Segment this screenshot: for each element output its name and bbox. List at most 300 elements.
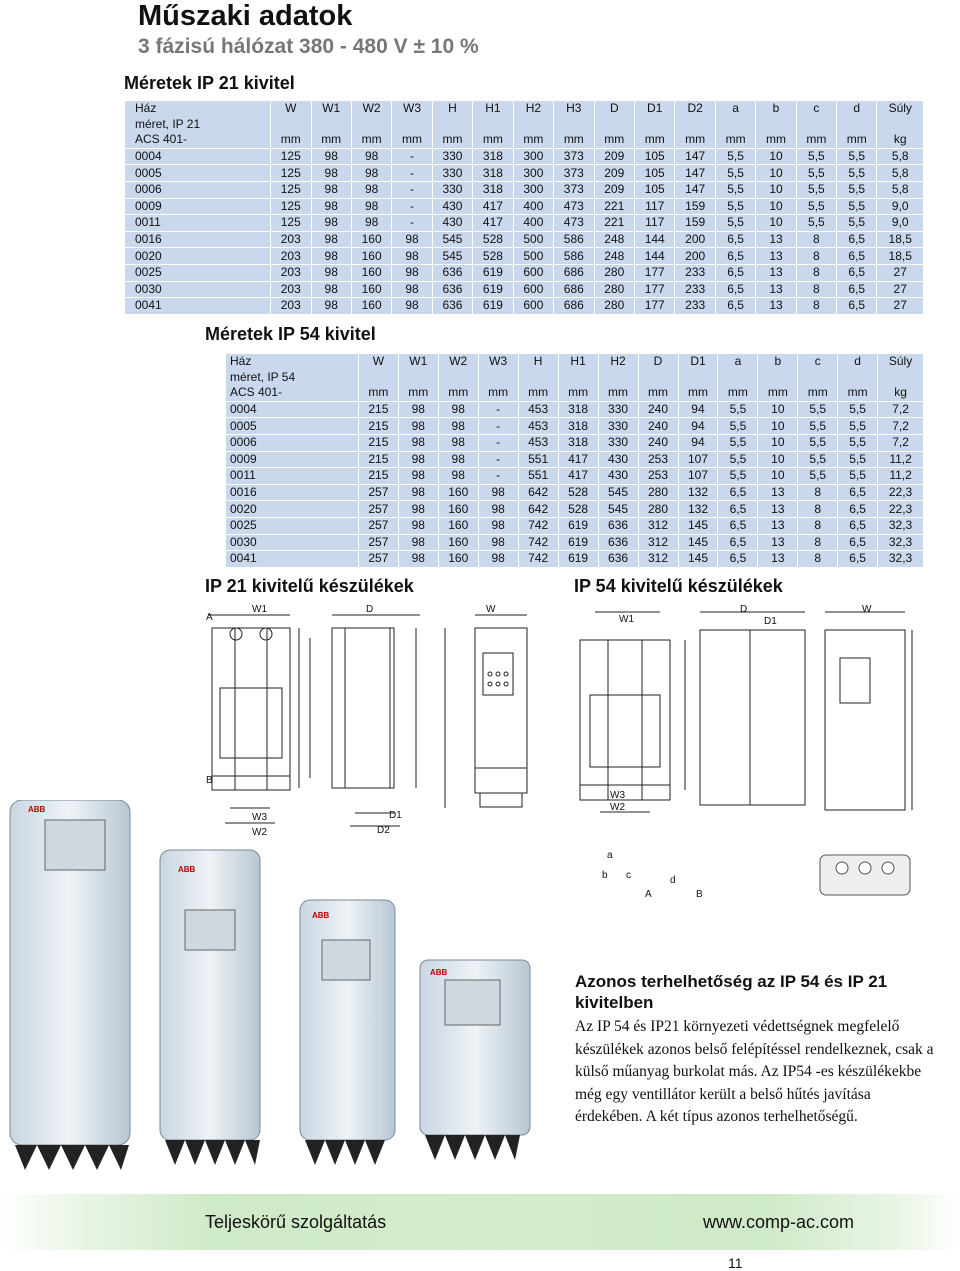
table-row	[226, 534, 923, 551]
table-cell: H	[432, 101, 472, 117]
table-cell: 686	[554, 264, 594, 281]
table-cell: 5,8	[891, 149, 909, 164]
table-cell: mm	[473, 132, 513, 148]
table-cell: 257	[358, 517, 398, 534]
table-row	[226, 434, 923, 451]
table-cell: 619	[558, 517, 598, 534]
table-cell: 417	[558, 451, 598, 468]
table-cell: 32,3	[888, 551, 913, 566]
label-d: d	[670, 875, 676, 886]
table-cell: 10	[756, 215, 796, 232]
table-cell: 430	[598, 451, 638, 468]
table-cell: 27	[893, 281, 907, 296]
table-cell: 13	[756, 231, 796, 248]
table-cell: 551	[518, 451, 558, 468]
table-cell: 600	[513, 264, 553, 281]
table-cell: W3	[478, 354, 518, 370]
table-cell: 5,5	[796, 215, 836, 232]
table-cell: 159	[675, 198, 715, 215]
table-cell: 13	[758, 501, 798, 518]
table-cell: 98	[478, 484, 518, 501]
table-cell: 98	[438, 401, 478, 418]
table-cell: 160	[438, 534, 478, 551]
table-cell: 203	[271, 248, 311, 265]
table-cell: 125	[271, 148, 311, 165]
table-cell: 13	[756, 281, 796, 298]
table-cell: mm	[758, 385, 798, 401]
table-cell: 0011	[125, 215, 271, 232]
table-cell: 13	[756, 298, 796, 315]
table-cell: mm	[675, 132, 715, 148]
label-W-ip54: W	[862, 604, 872, 615]
table-cell: 318	[473, 165, 513, 182]
table-cell	[432, 117, 472, 133]
table-cell: -	[478, 418, 518, 435]
table-cell: 318	[558, 418, 598, 435]
table-cell: 22,3	[888, 501, 913, 516]
table-cell: b	[756, 101, 796, 117]
table-cell: 300	[513, 148, 553, 165]
abb-logo-3: ABB	[312, 911, 330, 920]
table-cell: D1	[635, 101, 675, 117]
label-A: A	[206, 612, 213, 623]
table-cell: Súly	[888, 101, 912, 116]
table-cell: 417	[473, 198, 513, 215]
table-cell: 240	[638, 418, 678, 435]
table-cell: 636	[432, 281, 472, 298]
table-cell	[351, 117, 391, 133]
table-cell: 0020	[226, 501, 358, 518]
table-row	[125, 231, 923, 248]
table-cell: 636	[598, 551, 638, 568]
table-cell: 373	[554, 165, 594, 182]
table-cell: 117	[635, 198, 675, 215]
table-cell: -	[478, 451, 518, 468]
table-cell: W2	[351, 101, 391, 117]
table-cell: 545	[432, 248, 472, 265]
abb-logo-2: ABB	[178, 865, 196, 874]
table-cell: -	[478, 434, 518, 451]
table-cell: 6,5	[718, 551, 758, 568]
table-cell	[513, 117, 553, 133]
table-row	[226, 468, 923, 485]
table-cell: 8	[796, 281, 836, 298]
table-cell	[675, 117, 715, 133]
table-cell: 98	[311, 148, 351, 165]
table-cell: 280	[594, 264, 634, 281]
table-cell	[598, 370, 638, 386]
table-cell: W	[358, 354, 398, 370]
table-cell: 94	[678, 401, 718, 418]
table-cell: mm	[351, 132, 391, 148]
table-cell: 240	[638, 401, 678, 418]
table-cell: 10	[756, 148, 796, 165]
table-cell: 551	[518, 468, 558, 485]
table-cell: 5,5	[838, 434, 878, 451]
table-cell: 10	[756, 165, 796, 182]
table-header-row	[125, 101, 923, 117]
table-cell: 0004	[125, 148, 271, 165]
table-cell: 98	[398, 551, 438, 568]
table-cell: 107	[678, 468, 718, 485]
table-cell: 5,5	[838, 401, 878, 418]
table-cell: 7,2	[892, 402, 909, 417]
table-cell: 5,5	[798, 451, 838, 468]
table-cell: 5,5	[715, 165, 755, 182]
label-W: W	[486, 604, 496, 615]
table-cell	[271, 117, 311, 133]
table-cell: 619	[473, 298, 513, 315]
table-cell: 98	[351, 148, 391, 165]
table-cell: 642	[518, 501, 558, 518]
table-cell: 0006	[125, 181, 271, 198]
table-cell: 18,5	[888, 248, 912, 263]
table-cell: 98	[311, 181, 351, 198]
table-cell: -	[392, 148, 432, 165]
table-cell: mm	[558, 385, 598, 401]
table-cell: 233	[675, 264, 715, 281]
table-cell: 8	[798, 484, 838, 501]
table-cell: 636	[432, 298, 472, 315]
table-cell	[635, 117, 675, 133]
table-cell: 686	[554, 281, 594, 298]
table-cell: 221	[594, 198, 634, 215]
table-cell	[438, 370, 478, 386]
table-row	[125, 198, 923, 215]
page-number: 11	[728, 1255, 743, 1271]
table-subheader-row	[226, 370, 923, 386]
table-cell: 686	[554, 298, 594, 315]
table-cell: d	[838, 354, 878, 370]
label-D-ip54: D	[740, 604, 748, 615]
table-subheader-row	[125, 117, 923, 133]
table-cell: 11,2	[889, 451, 912, 466]
table-unit-row	[226, 385, 923, 401]
table-cell: 0025	[226, 517, 358, 534]
table-cell: 528	[558, 501, 598, 518]
table-cell: 160	[438, 501, 478, 518]
table-cell: 98	[398, 534, 438, 551]
label-D: D	[366, 604, 374, 615]
table-cell: 215	[358, 451, 398, 468]
footer-website[interactable]: www.comp-ac.com	[703, 1212, 855, 1232]
table-cell: 144	[635, 231, 675, 248]
table-cell: 233	[675, 298, 715, 315]
table-cell: 145	[678, 517, 718, 534]
table-cell: 0005	[226, 418, 358, 435]
ip54-dimension-drawing	[570, 600, 930, 900]
table-cell: Ház	[125, 101, 271, 117]
table-cell: 5,5	[798, 401, 838, 418]
table-cell: mm	[554, 132, 594, 148]
table-cell: 5,5	[798, 468, 838, 485]
table-cell: mm	[798, 385, 838, 401]
table-cell: 5,5	[715, 215, 755, 232]
table-cell: 240	[638, 434, 678, 451]
label-B-ip54: B	[696, 889, 703, 900]
dimensions-table-ip54	[226, 354, 923, 568]
label-a: a	[607, 850, 613, 861]
table-cell: 453	[518, 401, 558, 418]
table-cell: mm	[756, 132, 796, 148]
table-cell: 5,5	[837, 181, 877, 198]
table-cell: 5,5	[715, 198, 755, 215]
table-cell: 257	[358, 484, 398, 501]
table-cell: 400	[513, 198, 553, 215]
table-cell	[392, 117, 432, 133]
table-cell: 98	[311, 231, 351, 248]
table-cell: 5,5	[837, 215, 877, 232]
page-subtitle: 3 fázisú hálózat 380 - 480 V ± 10 %	[138, 35, 479, 58]
table-cell: mm	[432, 132, 472, 148]
table-cell: 215	[358, 401, 398, 418]
table-cell: 105	[635, 181, 675, 198]
table-cell: 200	[675, 231, 715, 248]
table-row	[226, 551, 923, 568]
table-cell: 98	[398, 517, 438, 534]
table-cell: 147	[675, 148, 715, 165]
table-cell: 105	[635, 165, 675, 182]
table-cell: W3	[392, 101, 432, 117]
table-cell: 0006	[226, 434, 358, 451]
label-W2-ip54: W2	[610, 802, 625, 813]
table-cell: 417	[473, 215, 513, 232]
table-cell: 203	[271, 298, 311, 315]
table-cell: 5,5	[796, 198, 836, 215]
table-cell: 8	[796, 248, 836, 265]
table-cell: 5,5	[718, 401, 758, 418]
table-cell: 280	[638, 484, 678, 501]
table-cell: 13	[756, 248, 796, 265]
table-cell: mm	[478, 385, 518, 401]
table-cell: 6,5	[715, 264, 755, 281]
table-cell: mm	[518, 385, 558, 401]
table-cell: 98	[398, 418, 438, 435]
table-cell: kg	[893, 132, 907, 147]
table-cell: 280	[594, 281, 634, 298]
table-cell	[798, 370, 838, 386]
table-cell: 125	[271, 165, 311, 182]
table-cell: 6,5	[838, 484, 878, 501]
table-row	[125, 248, 923, 265]
table-cell: ACS 401-	[226, 385, 358, 401]
table-cell: mm	[796, 132, 836, 148]
table-cell: 125	[271, 198, 311, 215]
table-cell: 0030	[125, 281, 271, 298]
table-cell: 6,5	[718, 484, 758, 501]
table-row	[226, 484, 923, 501]
table-cell: 430	[598, 468, 638, 485]
table-cell: 318	[473, 181, 513, 198]
table-cell	[756, 117, 796, 133]
table-cell: mm	[678, 385, 718, 401]
table-cell: 203	[271, 281, 311, 298]
table-cell: 13	[758, 551, 798, 568]
table-cell: 27	[893, 298, 907, 313]
table-cell: 330	[432, 148, 472, 165]
table-cell: 430	[432, 198, 472, 215]
table-cell: 373	[554, 181, 594, 198]
table-cell: kg	[894, 385, 907, 400]
table-cell: 32,3	[888, 518, 913, 533]
table-cell: 145	[678, 551, 718, 568]
table-cell: 94	[678, 418, 718, 435]
table-cell: 177	[635, 298, 675, 315]
table-cell: W2	[438, 354, 478, 370]
table-cell	[718, 370, 758, 386]
table-cell: D2	[675, 101, 715, 117]
table-cell: 257	[358, 551, 398, 568]
table-cell: 98	[398, 451, 438, 468]
table-cell: 5,5	[837, 198, 877, 215]
table-cell: 215	[358, 468, 398, 485]
table-cell: mm	[438, 385, 478, 401]
table-cell: 318	[473, 148, 513, 165]
table-row	[125, 165, 923, 182]
dimensions-table-ip21	[125, 101, 923, 315]
table-cell: 98	[438, 468, 478, 485]
table-cell: 453	[518, 434, 558, 451]
table-cell: 280	[594, 298, 634, 315]
label-W1: W1	[252, 604, 267, 615]
table-cell: 27	[893, 265, 907, 280]
table-cell: -	[478, 468, 518, 485]
table-cell: mm	[635, 132, 675, 148]
table-cell: 32,3	[888, 534, 913, 549]
table-cell	[358, 370, 398, 386]
table-cell: mm	[513, 132, 553, 148]
table-cell: 98	[398, 468, 438, 485]
table-cell: 600	[513, 281, 553, 298]
table-cell: 98	[392, 281, 432, 298]
table-cell	[838, 370, 878, 386]
table-row	[226, 401, 923, 418]
table-cell: 215	[358, 418, 398, 435]
table-cell: 98	[392, 231, 432, 248]
table-cell: 10	[758, 401, 798, 418]
table-cell: 98	[478, 534, 518, 551]
table-cell: 94	[678, 434, 718, 451]
table-cell	[478, 370, 518, 386]
table-cell: H2	[513, 101, 553, 117]
table-cell: 400	[513, 215, 553, 232]
table-cell	[678, 370, 718, 386]
table-cell: 160	[351, 298, 391, 315]
table-cell	[638, 370, 678, 386]
table-cell: c	[798, 354, 838, 370]
table-cell: 98	[438, 451, 478, 468]
table-cell: 10	[758, 451, 798, 468]
table-cell: 10	[756, 198, 796, 215]
table-cell: 6,5	[838, 534, 878, 551]
table-cell: 742	[518, 517, 558, 534]
table-cell: 13	[758, 517, 798, 534]
page-title: Műszaki adatok	[138, 0, 353, 32]
table-cell: 300	[513, 181, 553, 198]
table-cell: 528	[473, 231, 513, 248]
table-cell: 312	[638, 551, 678, 568]
table-cell: 145	[678, 534, 718, 551]
table-cell: 98	[311, 198, 351, 215]
table-cell: 98	[351, 181, 391, 198]
table-cell: 248	[594, 231, 634, 248]
table-cell: 5,5	[798, 434, 838, 451]
table-cell: 160	[351, 264, 391, 281]
table-cell: 430	[432, 215, 472, 232]
label-b: b	[602, 870, 608, 881]
table-cell: 6,5	[715, 248, 755, 265]
table-cell: 98	[392, 248, 432, 265]
table-cell: 5,5	[838, 451, 878, 468]
table-cell: D1	[678, 354, 718, 370]
table-cell: 132	[678, 501, 718, 518]
table-cell: 160	[351, 281, 391, 298]
table-cell: 742	[518, 534, 558, 551]
table-cell: 636	[598, 517, 638, 534]
table-cell: 6,5	[837, 231, 877, 248]
table-cell: 22,3	[888, 485, 913, 500]
table-cell: mm	[358, 385, 398, 401]
table-row	[125, 264, 923, 281]
table-cell: 98	[398, 434, 438, 451]
table-cell: 125	[271, 215, 311, 232]
table-cell: mm	[594, 132, 634, 148]
table-cell: 7,2	[892, 435, 909, 450]
table-cell: 160	[351, 248, 391, 265]
table-cell: 0030	[226, 534, 358, 551]
section-heading-ip21: Méretek IP 21 kivitel	[124, 73, 295, 93]
table-cell: 6,5	[837, 281, 877, 298]
table-cell: 5,5	[715, 181, 755, 198]
table-cell: 203	[271, 231, 311, 248]
table-cell: 5,5	[796, 165, 836, 182]
table-cell: c	[796, 101, 836, 117]
table-cell: 160	[438, 551, 478, 568]
table-cell: -	[392, 215, 432, 232]
table-cell: mm	[311, 132, 351, 148]
table-cell: 10	[758, 418, 798, 435]
table-cell: mm	[718, 385, 758, 401]
table-cell: 5,8	[891, 182, 909, 197]
table-row	[226, 501, 923, 518]
table-cell: d	[837, 101, 877, 117]
table-cell: 6,5	[838, 551, 878, 568]
table-cell: a	[715, 101, 755, 117]
table-cell: 6,5	[718, 517, 758, 534]
table-cell: 318	[558, 434, 598, 451]
table-cell: 5,5	[718, 434, 758, 451]
table-cell: 5,5	[715, 148, 755, 165]
table-cell: 545	[598, 501, 638, 518]
table-cell: 107	[678, 451, 718, 468]
label-W3: W3	[252, 812, 267, 823]
label-A-ip54: A	[645, 889, 652, 900]
table-cell: 177	[635, 264, 675, 281]
table-cell: 6,5	[718, 534, 758, 551]
table-cell	[877, 117, 923, 133]
table-cell: 330	[598, 418, 638, 435]
table-cell: méret, IP 21	[125, 117, 271, 133]
table-cell: 330	[432, 165, 472, 182]
table-cell: 0005	[125, 165, 271, 182]
label-D2: D2	[377, 825, 390, 836]
table-cell: 5,5	[837, 148, 877, 165]
note-body: Az IP 54 és IP21 környezeti védettségnek megfelelő készülékek azonos belső felépítéssel rendelkeznek, csak a külső műanyag burkolat más. Az IP54 -es készülékekbe még egy ventillátor került a belső hűtés javítása érdekében. A két típus azonos terhelhetőségű.	[575, 1018, 934, 1125]
figure-title-ip21: IP 21 kivitelű készülékek	[205, 576, 414, 596]
table-cell: mm	[837, 132, 877, 148]
table-cell: Ház	[226, 354, 358, 370]
table-cell: 5,5	[718, 451, 758, 468]
